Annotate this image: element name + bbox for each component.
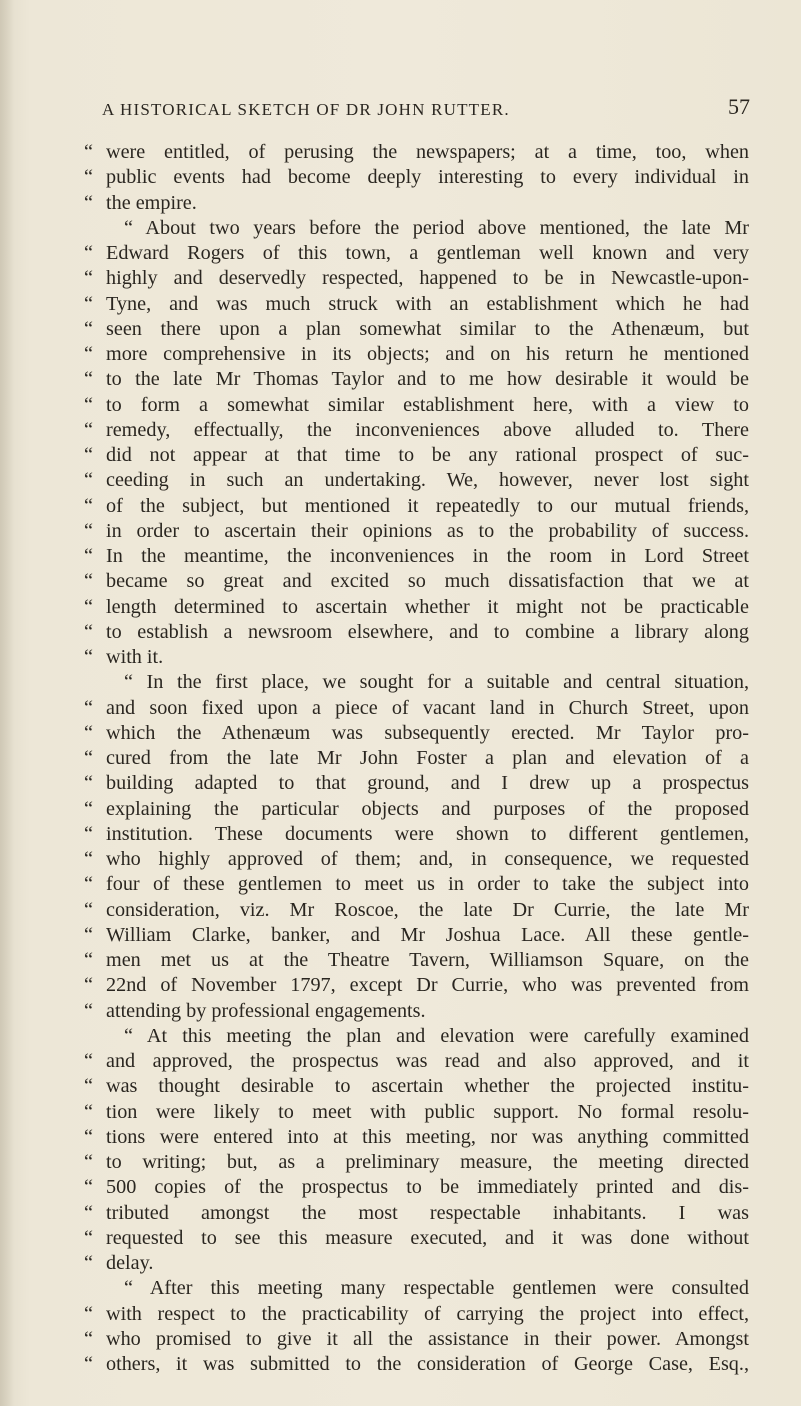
line-text: to establish a newsroom elsewhere, and to combine a library along	[106, 620, 749, 643]
text-line	[84, 923, 749, 948]
body-text	[84, 140, 749, 1377]
quote-mark: “	[84, 1125, 93, 1148]
line-text: “ About two years before the period above mentioned, the late Mr	[124, 216, 749, 239]
quote-mark: “	[84, 418, 93, 441]
text-line	[84, 443, 749, 468]
line-text: delay.	[106, 1252, 154, 1274]
page-number: 57	[728, 94, 750, 119]
text-line	[84, 771, 749, 796]
quote-mark: “	[84, 822, 93, 845]
quote-mark: “	[84, 393, 93, 416]
line-text: highly and deservedly respected, happened to be in Newcastle-upon-	[106, 267, 749, 290]
quote-mark: “	[84, 772, 93, 795]
quote-mark: “	[84, 191, 93, 214]
quote-mark: “	[84, 1302, 93, 1325]
line-text: of the subject, but mentioned it repeatedly to our mutual friends,	[106, 494, 749, 517]
text-line	[84, 1302, 749, 1327]
line-text: four of these gentlemen to meet us in order to take the subject into	[106, 873, 749, 896]
line-text: to form a somewhat similar establishment here, with a view to	[106, 393, 749, 416]
quote-mark: “	[84, 343, 93, 365]
quote-mark: “	[84, 494, 93, 517]
quote-mark: “	[84, 696, 93, 719]
quote-mark: “	[84, 166, 93, 189]
quote-mark: “	[84, 1050, 93, 1072]
line-text: to writing; but, as a preliminary measure, the meeting directed	[106, 1151, 749, 1173]
quote-mark: “	[84, 747, 93, 769]
quote-mark: “	[84, 292, 93, 315]
text-line	[84, 519, 749, 544]
quote-mark: “	[84, 898, 93, 921]
line-text: others, it was submitted to the consideration of George Case, Esq.,	[106, 1353, 749, 1375]
quote-mark: “	[84, 1201, 93, 1224]
line-text: Tyne, and was much struck with an establishment which he had	[106, 292, 749, 315]
text-line	[84, 1100, 749, 1125]
quote-mark: “	[84, 1327, 93, 1350]
text-line	[84, 1074, 749, 1099]
text-line	[84, 1226, 749, 1251]
quote-mark: “	[84, 1353, 93, 1375]
text-line	[84, 569, 749, 594]
line-text: more comprehensive in its objects; and on his return he mentioned	[106, 343, 749, 365]
text-line	[84, 494, 749, 519]
text-line	[84, 216, 749, 241]
text-line	[84, 367, 749, 392]
line-text: attending by professional engagements.	[106, 999, 426, 1022]
text-line	[84, 595, 749, 620]
quote-mark: “	[84, 519, 93, 542]
quote-mark	[84, 216, 106, 241]
text-line	[84, 721, 749, 746]
line-text: length determined to ascertain whether it might not be practicable	[106, 595, 749, 618]
text-line	[84, 1201, 749, 1226]
text-line	[84, 898, 749, 923]
text-line	[84, 746, 749, 771]
text-line	[84, 292, 749, 317]
line-text: tion were likely to meet with public support. No formal resolu-	[106, 1100, 749, 1123]
quote-mark: “	[84, 974, 93, 997]
quote-mark: “	[84, 267, 93, 290]
quote-mark: “	[84, 570, 93, 593]
line-text: 500 copies of the prospectus to be immediately printed and dis-	[106, 1176, 749, 1199]
line-text: cured from the late Mr John Foster a plan and elevation of a	[106, 747, 749, 769]
line-text: building adapted to that ground, and I drew up a prospectus	[106, 772, 749, 795]
quote-mark: “	[84, 1252, 93, 1274]
line-text: and approved, the prospectus was read and also approved, and it	[106, 1050, 749, 1072]
text-line	[84, 418, 749, 443]
line-text: “ After this meeting many respectable gentlemen were consulted	[124, 1277, 749, 1300]
text-line	[84, 342, 749, 367]
line-text: institution. These documents were shown to different gentlemen,	[106, 822, 749, 845]
line-text: with respect to the practicability of carrying the project into effect,	[106, 1302, 749, 1325]
quote-mark: “	[84, 1151, 93, 1173]
line-text: men met us at the Theatre Tavern, Williamson Square, on the	[106, 949, 749, 971]
quote-mark	[84, 1276, 106, 1301]
text-line	[84, 468, 749, 493]
line-text: “ At this meeting the plan and elevation were carefully examined	[124, 1024, 749, 1047]
text-line	[84, 1276, 749, 1301]
text-line	[84, 1049, 749, 1074]
line-text: was thought desirable to ascertain whether the projected institu-	[106, 1075, 749, 1098]
text-line	[84, 797, 749, 822]
text-line	[84, 165, 749, 190]
line-text: explaining the particular objects and purposes of the proposed	[106, 797, 749, 820]
text-line	[84, 1150, 749, 1175]
text-line	[84, 191, 749, 216]
text-line	[84, 1352, 749, 1377]
line-text: who promised to give it all the assistance in their power. Amongst	[106, 1327, 749, 1350]
line-text: who highly approved of them; and, in consequence, we requested	[106, 848, 749, 870]
text-line	[84, 620, 749, 645]
quote-mark: “	[84, 949, 93, 971]
text-line	[84, 1024, 749, 1049]
text-line	[84, 317, 749, 342]
text-line	[84, 948, 749, 973]
text-line	[84, 872, 749, 897]
page-header	[102, 94, 750, 130]
quote-mark: “	[84, 620, 93, 643]
quote-mark: “	[84, 1075, 93, 1098]
quote-mark	[84, 1024, 106, 1049]
line-text: “ In the first place, we sought for a suitable and central situation,	[124, 671, 749, 694]
line-text: 22nd of November 1797, except Dr Currie, who was prevented from	[106, 974, 749, 997]
line-text: the empire.	[106, 191, 197, 214]
quote-mark: “	[84, 999, 93, 1022]
text-line	[84, 822, 749, 847]
quote-mark: “	[84, 646, 93, 668]
line-text: which the Athenæum was subsequently erected. Mr Taylor pro-	[106, 721, 749, 744]
line-text: did not appear at that time to be any rational prospect of suc-	[106, 444, 749, 466]
line-text: In the meantime, the inconveniences in the room in Lord Street	[106, 545, 749, 567]
quote-mark: “	[84, 545, 93, 567]
quote-mark: “	[84, 1176, 93, 1199]
line-text: in order to ascertain their opinions as to the probability of success.	[106, 519, 749, 542]
line-text: William Clarke, banker, and Mr Joshua Lace. All these gentle-	[106, 923, 749, 946]
line-text: consideration, viz. Mr Roscoe, the late Dr Currie, the late Mr	[106, 898, 749, 921]
line-text: requested to see this measure executed, and it was done without	[106, 1226, 749, 1249]
quote-mark	[84, 670, 106, 695]
text-line	[84, 1327, 749, 1352]
text-line	[84, 847, 749, 872]
line-text: to the late Mr Thomas Taylor and to me how desirable it would be	[106, 368, 749, 391]
line-text: Edward Rogers of this town, a gentleman well known and very	[106, 242, 749, 264]
line-text: and soon fixed upon a piece of vacant land in Church Street, upon	[106, 696, 749, 719]
text-line	[84, 1251, 749, 1276]
text-line	[84, 393, 749, 418]
text-line	[84, 241, 749, 266]
text-line	[84, 645, 749, 670]
quote-mark: “	[84, 848, 93, 870]
quote-mark: “	[84, 469, 93, 492]
quote-mark: “	[84, 317, 93, 340]
line-text: ceeding in such an undertaking. We, however, never lost sight	[106, 469, 749, 492]
quote-mark: “	[84, 923, 93, 946]
quote-mark: “	[84, 242, 93, 264]
line-text: tions were entered into at this meeting, nor was anything committed	[106, 1125, 749, 1148]
text-line	[84, 1125, 749, 1150]
text-line	[84, 140, 749, 165]
quote-mark: “	[84, 721, 93, 744]
quote-mark: “	[84, 368, 93, 391]
text-line	[84, 266, 749, 291]
line-text: public events had become deeply interesting to every individual in	[106, 166, 749, 189]
line-text: became so great and excited so much dissatisfaction that we at	[106, 570, 749, 593]
quote-mark: “	[84, 797, 93, 820]
line-text: remedy, effectually, the inconveniences above alluded to. There	[106, 418, 749, 441]
quote-mark: “	[84, 1226, 93, 1249]
line-text: were entitled, of perusing the newspapers; at a time, too, when	[106, 141, 749, 163]
quote-mark: “	[84, 595, 93, 618]
quote-mark: “	[84, 141, 93, 163]
page-gutter-shadow	[0, 0, 14, 1406]
text-line	[84, 544, 749, 569]
text-line	[84, 999, 749, 1024]
text-line	[84, 670, 749, 695]
line-text: tributed amongst the most respectable inhabitants. I was	[106, 1201, 749, 1224]
quote-mark: “	[84, 1100, 93, 1123]
quote-mark: “	[84, 873, 93, 896]
text-line	[84, 696, 749, 721]
quote-mark: “	[84, 444, 93, 466]
line-text: seen there upon a plan somewhat similar to the Athenæum, but	[106, 317, 749, 340]
line-text: with it.	[106, 646, 164, 668]
text-line	[84, 973, 749, 998]
running-title: A HISTORICAL SKETCH OF DR JOHN RUTTER.	[102, 100, 510, 119]
text-line	[84, 1175, 749, 1200]
